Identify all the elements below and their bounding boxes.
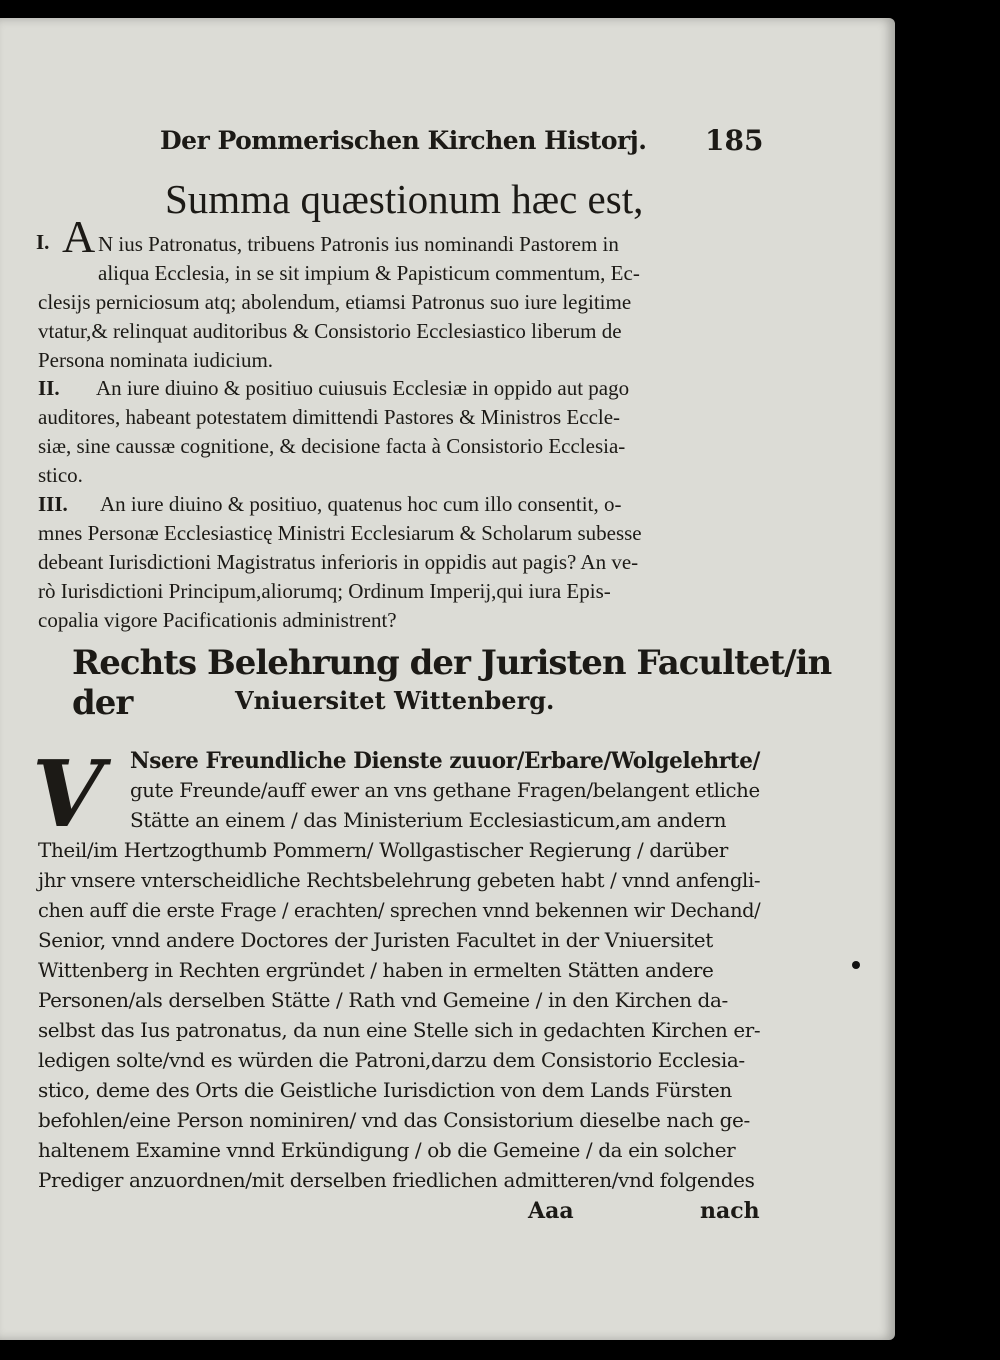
verdict-line: Theil/im Hertzogthumb Pommern/ Wollgastischer Regierung / darüber <box>38 838 728 862</box>
question-line: rò Iurisdictioni Principum,aliorumq; Ordinum Imperij,qui iura Epis- <box>38 579 611 603</box>
question-line: mnes Personæ Ecclesiasticę Ministri Ecclesiarum & Scholarum subesse <box>38 521 642 545</box>
running-title: Der Pommerischen Kirchen Historj. <box>160 126 647 155</box>
summary-heading: Summa quæstionum hæc est, <box>165 176 644 222</box>
verdict-line: Stätte an einem / das Ministerium Ecclesiasticum,am andern <box>130 808 727 832</box>
verdict-line: Personen/als derselben Stätte / Rath vnd Gemeine / in den Kirchen da- <box>38 988 728 1012</box>
drop-cap-initial: A <box>62 211 96 262</box>
question-line: copalia vigore Pacificationis administrent? <box>38 608 397 632</box>
question-number: III. <box>38 492 68 516</box>
verdict-line: befohlen/eine Person nominiren/ vnd das Consistorium dieselbe nach ge- <box>38 1108 750 1132</box>
verdict-line: haltenem Examine vnnd Erkündigung / ob die Gemeine / da ein solcher <box>38 1138 736 1162</box>
book-page <box>0 18 895 1340</box>
question-line: aliqua Ecclesia, in se sit impium & Papisticum commentum, Ec- <box>98 261 640 285</box>
question-line: auditores, habeant potestatem dimittendi Pastores & Ministros Eccle- <box>38 405 621 429</box>
catchword: nach <box>700 1198 760 1224</box>
question-line: debeant Iurisdictioni Magistratus inferioris in oppidis aut pagis? An ve- <box>38 550 639 574</box>
question-line: N ius Patronatus, tribuens Patronis ius nominandi Pastorem in <box>98 232 619 256</box>
verdict-line: selbst das Ius patronatus, da nun eine Stelle sich in gedachten Kirchen er- <box>38 1018 761 1042</box>
verdict-line: chen auff die erste Frage / erachten/ sprechen vnnd bekennen wir Dechand/ <box>38 898 761 922</box>
verdict-line: jhr vnsere vnterscheidliche Rechtsbelehrung gebeten habt / vnnd anfengli- <box>38 868 761 892</box>
page-number: 185 <box>705 124 764 157</box>
question-line: vtatur,& relinquat auditoribus & Consistorio Ecclesiastico liberum de <box>38 319 622 343</box>
verdict-line: Wittenberg in Rechten ergründet / haben in ermelten Stätten andere <box>38 958 714 982</box>
question-number: I. <box>36 230 50 254</box>
question-number: II. <box>38 376 60 400</box>
fraktur-drop-cap: V <box>32 740 104 848</box>
question-line: stico. <box>38 463 83 487</box>
verdict-line: gute Freunde/auff ewer an vns gethane Fragen/belangent etliche <box>130 778 760 802</box>
question-line: Persona nominata iudicium. <box>38 348 274 372</box>
ink-dot <box>852 961 860 969</box>
verdict-line: Prediger anzuordnen/mit derselben friedlichen admitteren/vnd folgendes <box>38 1168 755 1192</box>
question-line: An iure diuino & positiuo, quatenus hoc cum illo consentit, o- <box>100 492 622 516</box>
question-line: clesijs perniciosum atq; abolendum, etiamsi Patronus suo iure legitime <box>38 290 632 314</box>
question-line: siæ, sine caussæ cognitione, & decisione facta à Consistorio Ecclesia- <box>38 434 626 458</box>
signature-mark: Aaa <box>528 1198 574 1224</box>
verdict-line: Nsere Freundliche Dienste zuuor/Erbare/Wolgelehrte/ <box>130 748 760 774</box>
verdict-line: Senior, vnnd andere Doctores der Juristen Facultet in der Vniuersitet <box>38 928 713 952</box>
verdict-line: ledigen solte/vnd es würden die Patroni,darzu dem Consistorio Ecclesia- <box>38 1048 745 1072</box>
verdict-line: stico, deme des Orts die Geistliche Iurisdiction von dem Lands Fürsten <box>38 1078 732 1102</box>
verdict-title: Rechts Belehrung der Juristen Facultet/in der <box>72 643 832 723</box>
verdict-subtitle: Vniuersitet Wittenberg. <box>235 686 555 715</box>
question-line: An iure diuino & positiuo cuiusuis Ecclesiæ in oppido aut pago <box>96 376 630 400</box>
